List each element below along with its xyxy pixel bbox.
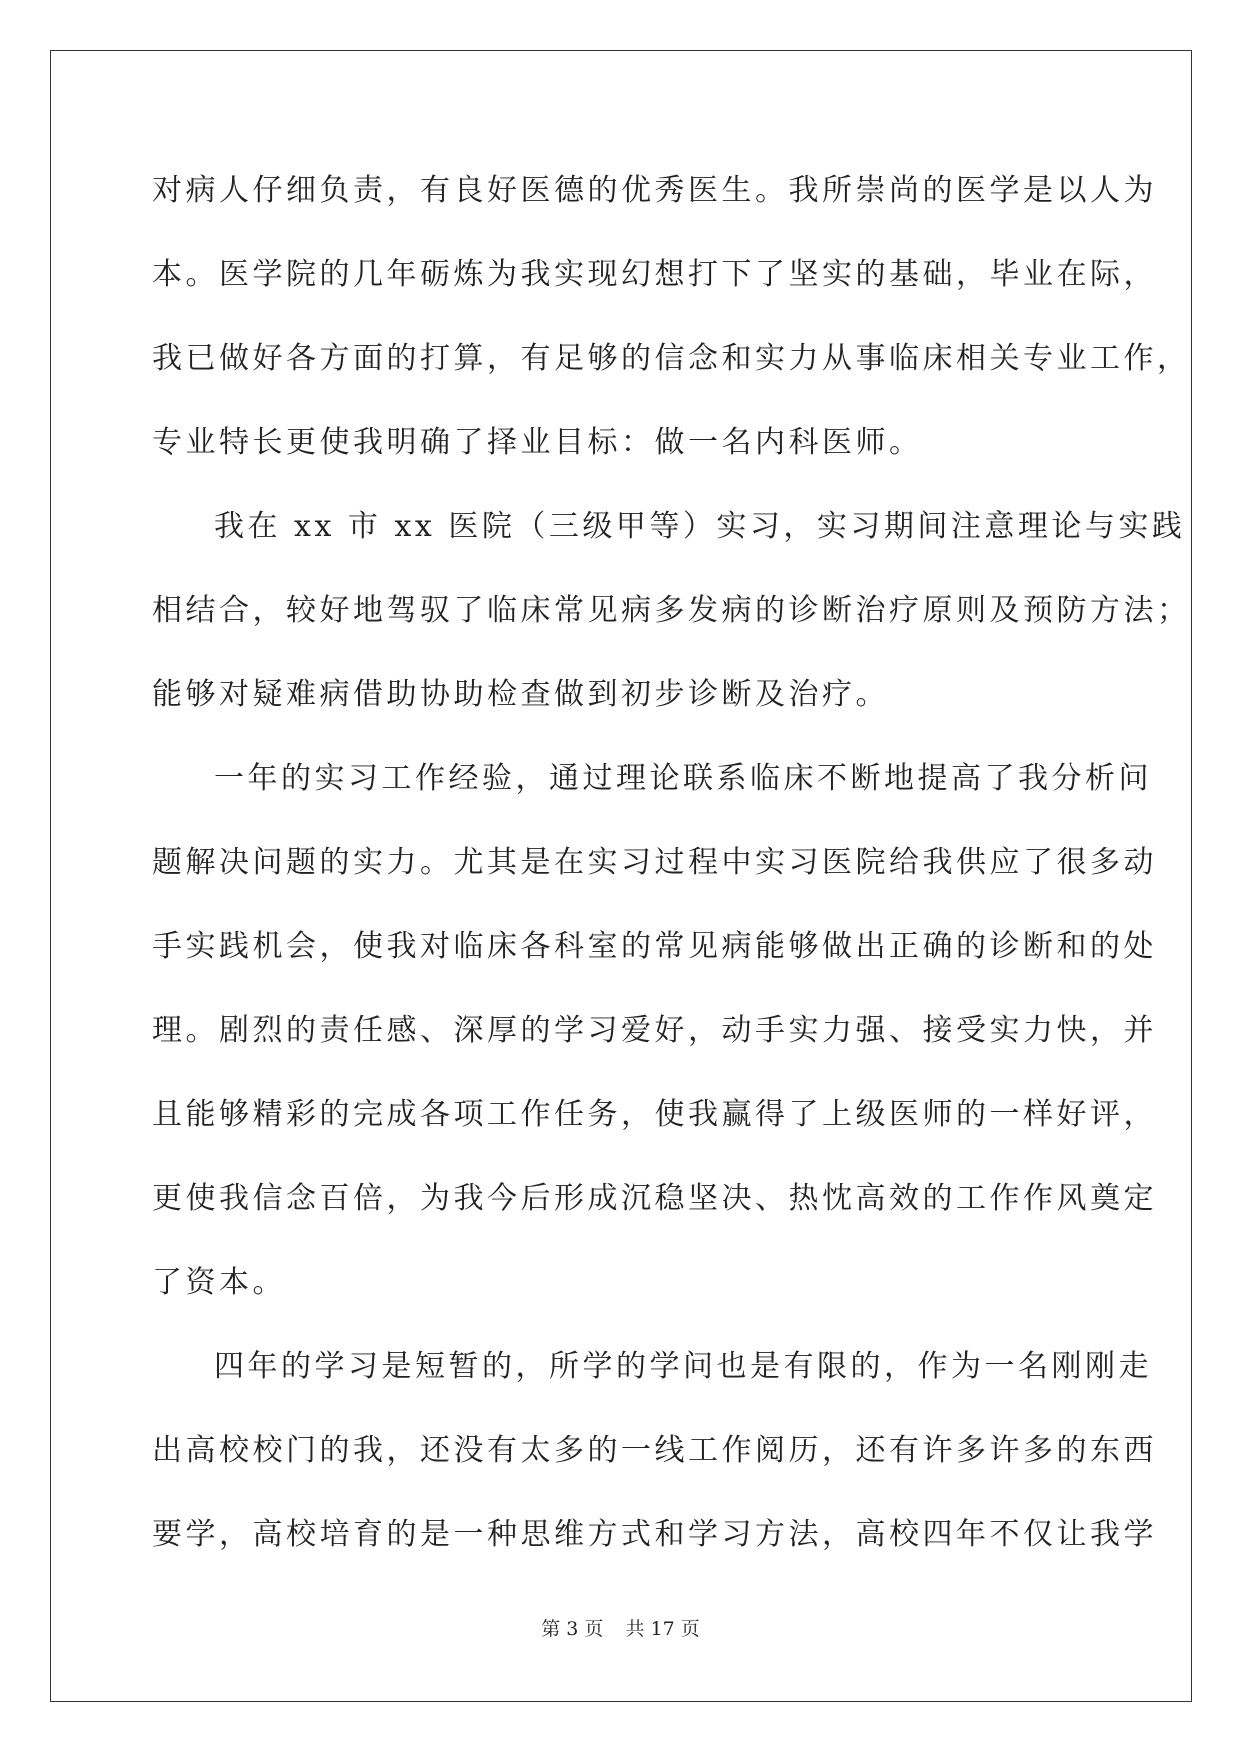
text-line: 题解决问题的实力。尤其是在实习过程中实习医院给我供应了很多动 <box>152 845 1157 880</box>
text-line: 能够对疑难病借助协助检查做到初步诊断及治疗。 <box>152 677 889 712</box>
text-line: 本。医学院的几年砺炼为我实现幻想打下了坚实的基础，毕业在际， <box>152 257 1157 292</box>
text-line: 要学，高校培育的是一种思维方式和学习方法，高校四年不仅让我学 <box>152 1517 1157 1552</box>
paragraph-start-line: 一年的实习工作经验，通过理论联系临床不断地提高了我分析问 <box>214 761 1152 796</box>
paragraph-start-line: 我在 xx 市 xx 医院（三级甲等）实习，实习期间注意理论与实践 <box>214 509 1186 544</box>
text-line: 理。剧烈的责任感、深厚的学习爱好，动手实力强、接受实力快，并 <box>152 1013 1157 1048</box>
text-line: 手实践机会，使我对临床各科室的常见病能够做出正确的诊断和的处 <box>152 929 1157 964</box>
text-line: 对病人仔细负责，有良好医德的优秀医生。我所崇尚的医学是以人为 <box>152 173 1157 208</box>
text-line: 相结合，较好地驾驭了临床常见病多发病的诊断治疗原则及预防方法； <box>152 593 1191 628</box>
page-number: 第 3 页 <box>541 1618 604 1640</box>
page-footer <box>0 1614 1241 1641</box>
text-line: 更使我信念百倍，为我今后形成沉稳坚决、热忱高效的工作作风奠定 <box>152 1181 1157 1216</box>
text-line: 我已做好各方面的打算，有足够的信念和实力从事临床相关专业工作， <box>152 341 1191 376</box>
document-body <box>152 158 1191 1586</box>
text-line: 专业特长更使我明确了择业目标：做一名内科医师。 <box>152 425 923 460</box>
paragraph-start-line: 四年的学习是短暂的，所学的学问也是有限的，作为一名刚刚走 <box>214 1349 1152 1384</box>
text-line: 且能够精彩的完成各项工作任务，使我赢得了上级医师的一样好评， <box>152 1097 1157 1132</box>
text-line: 了资本。 <box>152 1265 286 1300</box>
text-line: 出高校校门的我，还没有太多的一线工作阅历，还有许多许多的东西 <box>152 1433 1157 1468</box>
page-total: 共 17 页 <box>625 1618 700 1640</box>
